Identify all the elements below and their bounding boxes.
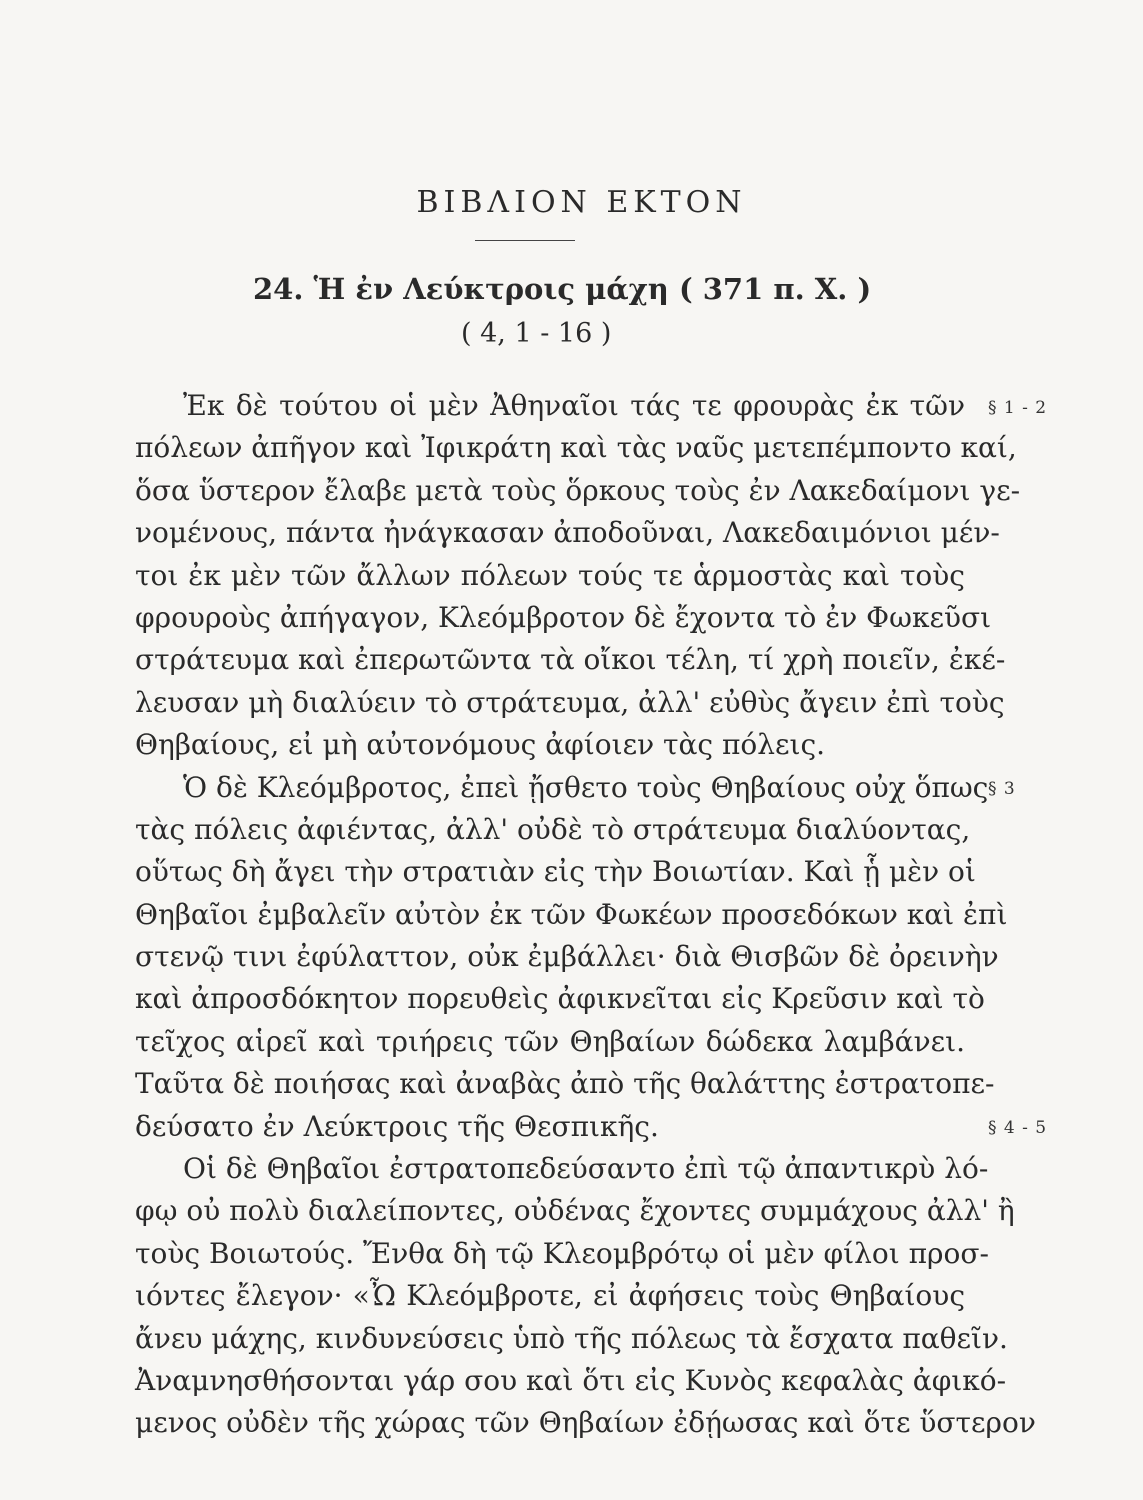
text-line: Ἐκ δὲ τούτου οἱ μὲν Ἀθηναῖοι τάς τε φρουρὰς ἐκ τῶν [183, 389, 965, 422]
text-line: οὕτως δὴ ἄγει τὴν στρατιὰν εἰς τὴν Βοιωτίαν. Καὶ ᾗ μὲν οἱ [135, 855, 976, 889]
text-line: φῳ οὐ πολὺ διαλείποντες, οὐδένας ἔχοντες συμμάχους ἀλλ' ἢ [135, 1194, 1015, 1228]
text-line: τὰς πόλεις ἀφιέντας, ἀλλ' οὐδὲ τὸ στράτευμα διαλύοντας, [135, 812, 971, 846]
text-line: λευσαν μὴ διαλύειν τὸ στράτευμα, ἀλλ' εὐθὺς ἄγειν ἐπὶ τοὺς [135, 685, 1005, 719]
text-line: καὶ ἀπροσδόκητον πορευθεὶς ἀφικνεῖται εἰς Κρεῦσιν καὶ τὸ [135, 982, 985, 1016]
text-line: τοὺς Βοιωτούς. Ἔνθα δὴ τῷ Κλεομβρότῳ οἱ μὲν φίλοι προσ- [135, 1236, 989, 1270]
book-title: ΒΙΒΛΙΟΝ ΕΚΤΟΝ [416, 185, 747, 220]
text-line: ιόντες ἔλεγον· «Ὦ Κλεόμβροτε, εἰ ἀφήσεις τοὺς Θηβαίους [135, 1279, 965, 1313]
section-marker: § 1 - 2 [988, 398, 1048, 418]
text-line: ἄνευ μάχης, κινδυνεύσεις ὑπὸ τῆς πόλεως τὰ ἔσχατα παθεῖν. [135, 1321, 1008, 1355]
text-line: στράτευμα καὶ ἐπερωτῶντα τὰ οἴκοι τέλη, τί χρὴ ποιεῖν, ἐκέ- [135, 643, 1006, 677]
text-line: νομένους, πάντα ἠνάγκασαν ἀποδοῦναι, Λακεδαιμόνιοι μέν- [135, 516, 1000, 550]
title-divider [475, 240, 575, 241]
text-line: Οἱ δὲ Θηβαῖοι ἐστρατοπεδεύσαντο ἐπὶ τῷ ἀπαντικρὺ λό- [183, 1152, 989, 1186]
text-line: Θηβαίους, εἰ μὴ αὐτονόμους ἀφίοιεν τὰς πόλεις. [135, 728, 826, 762]
text-line: μενος οὐδὲν τῆς χώρας τῶν Θηβαίων ἐδῄωσας καὶ ὅτε ὕστερον [135, 1406, 1036, 1440]
section-marker: § 3 [988, 779, 1016, 799]
section-marker: § 4 - 5 [988, 1118, 1048, 1138]
text-line: πόλεων ἀπῆγον καὶ Ἰφικράτη καὶ τὰς ναῦς μετεπέμποντο καί, [135, 431, 1017, 465]
text-line: δεύσατο ἐν Λεύκτροις τῆς Θεσπικῆς. [135, 1109, 659, 1143]
text-line: ὅσα ὕστερον ἔλαβε μετὰ τοὺς ὅρκους τοὺς ἐν Λακεδαίμονι γε- [135, 473, 1021, 507]
text-line: τεῖχος αἱρεῖ καὶ τριήρεις τῶν Θηβαίων δώδεκα λαμβάνει. [135, 1024, 965, 1058]
text-line: φρουροὺς ἀπήγαγον, Κλεόμβροτον δὲ ἔχοντα τὸ ἐν Φωκεῦσι [135, 600, 992, 634]
text-line: τοι ἐκ μὲν τῶν ἄλλων πόλεων τούς τε ἁρμοστὰς καὶ τοὺς [135, 558, 965, 592]
text-line: Ἀναμνησθήσονται γάρ σου καὶ ὅτι εἰς Κυνὸς κεφαλὰς ἀφικό- [135, 1363, 1007, 1397]
text-line: Θηβαῖοι ἐμβαλεῖν αὐτὸν ἐκ τῶν Φωκέων προσεδόκων καὶ ἐπὶ [135, 897, 1008, 931]
chapter-heading: 24. Ἡ ἐν Λεύκτροις μάχη ( 371 π. Χ. ) [253, 272, 872, 306]
chapter-reference: ( 4, 1 - 16 ) [461, 318, 612, 349]
text-line: Ταῦτα δὲ ποιήσας καὶ ἀναβὰς ἀπὸ τῆς θαλάττης ἐστρατοπε- [135, 1067, 995, 1101]
text-line: στενῷ τινι ἐφύλαττον, οὐκ ἐμβάλλει· διὰ Θισβῶν δὲ ὀρεινὴν [135, 940, 999, 974]
text-line: Ὁ δὲ Κλεόμβροτος, ἐπεὶ ᾔσθετο τοὺς Θηβαίους οὐχ ὅπως [183, 770, 989, 804]
